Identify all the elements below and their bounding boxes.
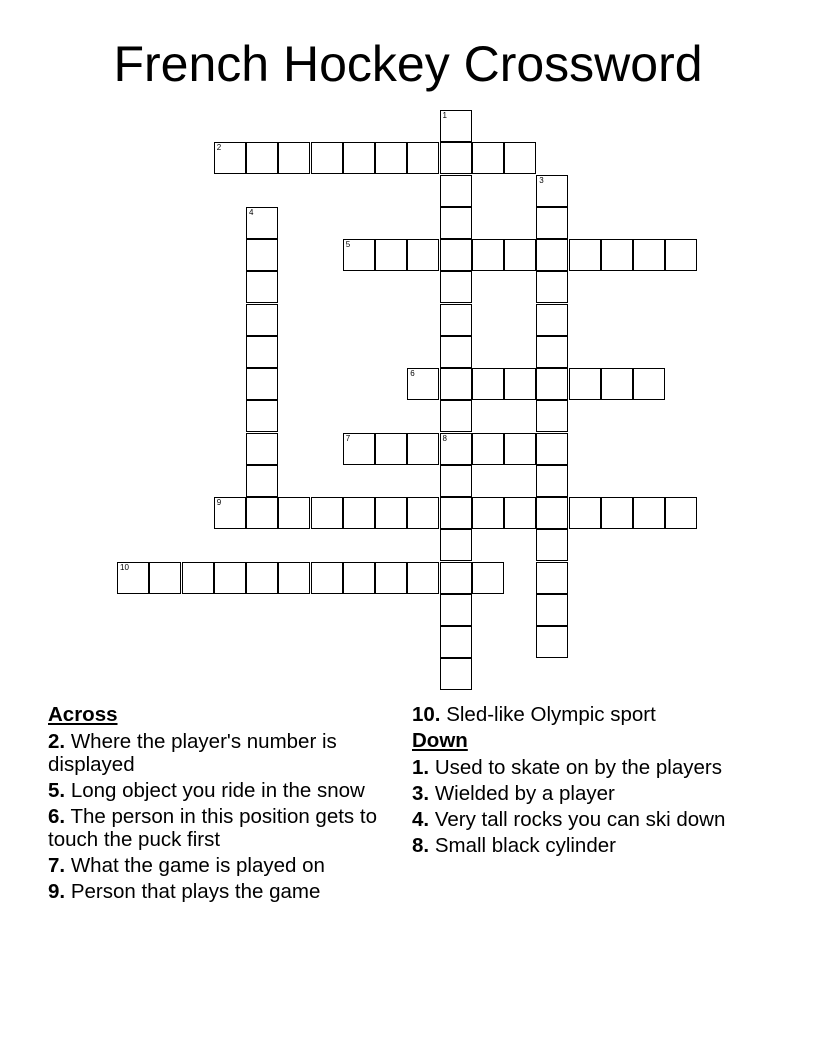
grid-cell[interactable] (536, 465, 568, 497)
grid-cell[interactable] (569, 239, 601, 271)
clue-number: 1 (442, 111, 447, 120)
grid-cell[interactable] (440, 175, 472, 207)
grid-cell[interactable] (633, 239, 665, 271)
grid-cell[interactable] (536, 562, 568, 594)
grid-cell[interactable] (440, 562, 472, 594)
clue-number: 9 (216, 498, 222, 507)
grid-cell[interactable] (278, 497, 310, 529)
grid-cell[interactable] (375, 433, 407, 465)
grid-cell[interactable] (440, 142, 472, 174)
grid-cell[interactable] (472, 497, 504, 529)
grid-cell[interactable] (440, 207, 472, 239)
grid-cell[interactable] (182, 562, 214, 594)
grid-cell[interactable] (440, 465, 472, 497)
grid-cell[interactable] (633, 368, 665, 400)
grid-cell[interactable] (407, 433, 439, 465)
grid-cell[interactable] (246, 497, 278, 529)
grid-cell[interactable] (343, 562, 375, 594)
grid-cell[interactable] (375, 142, 407, 174)
grid-cell[interactable] (665, 497, 697, 529)
grid-cell[interactable] (407, 239, 439, 271)
grid-cell[interactable] (246, 465, 278, 497)
grid-cell[interactable] (536, 239, 568, 271)
grid-cell[interactable] (246, 239, 278, 271)
grid-cell[interactable] (569, 368, 601, 400)
grid-cell[interactable] (536, 271, 568, 303)
clue-number: 2 (216, 143, 222, 153)
down-heading: Down (412, 729, 468, 752)
grid-cell[interactable] (536, 626, 568, 658)
clue-across-9: 9. Person that plays the game (48, 880, 321, 903)
grid-cell[interactable] (472, 562, 504, 594)
grid-cell[interactable] (440, 239, 472, 271)
across-clues (48, 703, 383, 906)
clue-down-4: 4. Very tall rocks you can ski down (412, 808, 726, 831)
grid-cell[interactable] (472, 433, 504, 465)
grid-cell[interactable] (343, 497, 375, 529)
clue-across-6: 6. The person in this position gets to touch the puck first (48, 805, 377, 851)
grid-cell[interactable] (246, 336, 278, 368)
grid-cell[interactable] (472, 239, 504, 271)
grid-cell[interactable] (343, 142, 375, 174)
clue-number: 3 (539, 175, 544, 185)
grid-cell[interactable] (536, 400, 568, 432)
grid-cell[interactable] (440, 400, 472, 432)
grid-cell[interactable] (472, 368, 504, 400)
grid-cell[interactable] (504, 368, 536, 400)
grid-cell[interactable] (278, 562, 310, 594)
clue-down-1: 1. Used to skate on by the players (412, 756, 722, 779)
grid-cell[interactable] (440, 626, 472, 658)
grid-cell[interactable] (407, 142, 439, 174)
grid-cell[interactable] (536, 594, 568, 626)
grid-cell[interactable] (440, 529, 472, 561)
grid-cell[interactable] (375, 497, 407, 529)
grid-cell[interactable] (440, 304, 472, 336)
grid-cell[interactable] (536, 207, 568, 239)
grid-cell[interactable] (311, 497, 343, 529)
grid-cell[interactable] (149, 562, 181, 594)
grid-cell[interactable] (407, 562, 439, 594)
grid-cell[interactable] (440, 497, 472, 529)
grid-cell[interactable] (246, 207, 278, 239)
grid-cell[interactable] (246, 271, 278, 303)
grid-cell[interactable] (601, 497, 633, 529)
grid-cell[interactable] (407, 368, 439, 400)
grid-cell[interactable] (569, 497, 601, 529)
clue-down-8: 8. Small black cylinder (412, 834, 616, 857)
grid-cell[interactable] (117, 562, 149, 594)
grid-cell[interactable] (278, 142, 310, 174)
grid-cell[interactable] (343, 433, 375, 465)
puzzle-title: French Hockey Crossword (113, 36, 703, 92)
grid-cell[interactable] (214, 142, 246, 174)
grid-cell[interactable] (472, 142, 504, 174)
grid-cell[interactable] (536, 336, 568, 368)
grid-cell[interactable] (665, 239, 697, 271)
grid-cell[interactable] (343, 239, 375, 271)
clue-column-right (412, 703, 742, 860)
clue-number: 4 (249, 207, 254, 217)
grid-cell[interactable] (536, 368, 568, 400)
grid-cell[interactable] (246, 400, 278, 432)
grid-cell[interactable] (601, 368, 633, 400)
across-heading: Across (48, 703, 118, 726)
grid-cell[interactable] (440, 336, 472, 368)
grid-cell[interactable] (246, 433, 278, 465)
grid-cell[interactable] (214, 497, 246, 529)
grid-cell[interactable] (440, 368, 472, 400)
grid-cell[interactable] (311, 562, 343, 594)
grid-cell[interactable] (407, 497, 439, 529)
grid-cell[interactable] (633, 497, 665, 529)
clue-number: 7 (345, 433, 351, 443)
grid-cell[interactable] (440, 110, 472, 142)
grid-cell[interactable] (536, 433, 568, 465)
clue-across-2: 2. Where the player's number is displayed (48, 730, 337, 776)
grid-cell[interactable] (311, 142, 343, 174)
clue-number: 8 (442, 433, 447, 443)
grid-cell[interactable] (601, 239, 633, 271)
clue-number: 6 (410, 369, 415, 378)
clue-number: 5 (345, 240, 351, 249)
grid-cell[interactable] (440, 658, 472, 690)
clue-down-3: 3. Wielded by a player (412, 782, 615, 805)
grid-cell[interactable] (440, 594, 472, 626)
clue-across-10: 10. Sled-like Olympic sport (412, 703, 656, 726)
grid-cell[interactable] (440, 271, 472, 303)
grid-cell[interactable] (375, 562, 407, 594)
clue-number: 10 (120, 562, 129, 572)
grid-cell[interactable] (246, 304, 278, 336)
grid-cell[interactable] (536, 304, 568, 336)
grid-cell[interactable] (375, 239, 407, 271)
grid-cell[interactable] (536, 529, 568, 561)
grid-cell[interactable] (504, 142, 536, 174)
grid-cell[interactable] (504, 239, 536, 271)
clue-across-5: 5. Long object you ride in the snow (48, 779, 365, 802)
grid-cell[interactable] (246, 368, 278, 400)
grid-cell[interactable] (214, 562, 246, 594)
grid-cell[interactable] (504, 497, 536, 529)
grid-cell[interactable] (504, 433, 536, 465)
clue-across-7: 7. What the game is played on (48, 854, 325, 877)
grid-cell[interactable] (536, 175, 568, 207)
grid-cell[interactable] (246, 562, 278, 594)
grid-cell[interactable] (440, 433, 472, 465)
grid-cell[interactable] (536, 497, 568, 529)
grid-cell[interactable] (246, 142, 278, 174)
